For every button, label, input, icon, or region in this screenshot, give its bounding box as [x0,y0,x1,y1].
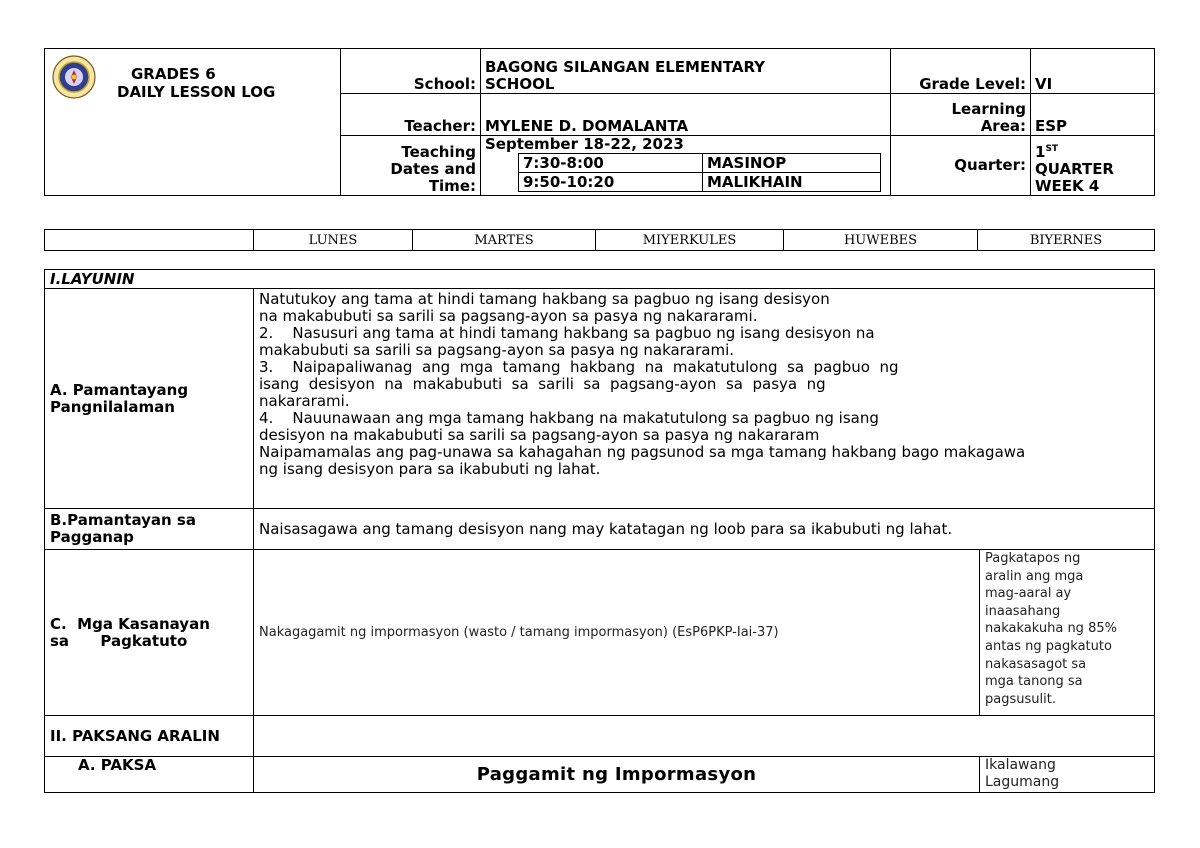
day-header-martes: MARTES [413,230,596,251]
side-note-line: nakakakuha ng 85% [985,621,1117,637]
schedule-time: 9:50-10:20 [519,173,703,192]
side-note-line: aralin ang mga [985,568,1084,584]
day-header-huwebes: HUWEBES [784,230,978,251]
week-value: WEEK 4 [1035,177,1100,195]
days-table [44,229,1155,251]
learning-area-label [891,94,1031,136]
quarter-ordinal: ST [1045,144,1059,154]
schedule-table [518,153,881,192]
objective-line: Natutukoy ang tama at hindi tamang hakbang sa pagbuo ng isang desisyon [259,290,830,308]
day-header-miyerkules: MIYERKULES [596,230,784,251]
dates-label-3: Time: [428,177,476,195]
objective-line: 3. Naipapaliwanag ang mga tamang hakbang na makatutulong sa pagbuo ng [259,358,899,376]
teacher-label: Teacher: [341,94,481,136]
schedule-section: MASINOP [703,154,881,173]
day-header-biyernes: BIYERNES [978,230,1155,251]
objective-line: 4. Nauunawaan ang mga tamang hakbang na makatutulong sa pagbuo ng isang [259,409,879,427]
objective-line: 2. Nasusuri ang tama at hindi tamang hakbang sa pagbuo ng isang desisyon na [259,324,875,342]
mga-kasanayan-label [45,550,254,716]
dates-label [341,136,481,196]
learning-area-value: ESP [1031,94,1155,136]
kasanayan-side-note [980,550,1155,716]
objective-line: desisyon na makabubuti sa sarili sa pagsang-ayon sa pasya ng nakararam [259,426,820,444]
side-note-line: antas ng pagkatuto [985,638,1112,654]
quarter-word: QUARTER [1035,160,1114,178]
side-note-line: inaasahang [985,603,1061,619]
objective-line: makabubuti sa sarili sa pagsang-ayon sa pasya ng nakararami. [259,341,735,359]
paksa-title: Paggamit ng Impormasyon [254,757,980,793]
lesson-table [44,269,1155,793]
side-note-line: Pagkatapos ng [985,551,1081,566]
side-note-line: pagsusulit. [985,691,1056,707]
dates-label-1: Teaching [401,143,476,161]
pamantayan-sa-pagganap-label: B.Pamantayan sa Pagganap [45,509,254,550]
objective-line: isang desisyon na makabubuti sa sarili sa pagsang-ayon sa pasya ng [259,375,826,393]
objective-line: Naipamamalas ang pag-unawa sa kahagahan ng pagsunod sa mga tamang hakbang bago makagawa [259,443,1026,461]
paksa-side-line-1: Ikalawang [985,757,1056,773]
side-note-line: mag-aaral ay [985,586,1072,602]
schedule-row [519,154,881,173]
schedule-time: 7:30-8:00 [519,154,703,173]
pamantayang-pangnilalaman-label: A. Pamantayang Pangnilalaman [45,289,254,509]
quarter-label: Quarter: [891,136,1031,196]
header-title [117,65,275,101]
title-line-1: GRADES 6 [131,65,216,83]
side-note-line: nakasasagot sa [985,656,1087,672]
days-blank-cell [45,230,254,251]
paksang-aralin-label: II. PAKSANG ARALIN [45,716,254,757]
section-layunin: I.LAYUNIN [45,270,1155,289]
side-note-line: mga tanong sa [985,674,1083,690]
learning-area-label-1: Learning [951,100,1026,118]
header-logo-cell [45,49,341,196]
header-table [44,48,1155,196]
title-line-2: DAILY LESSON LOG [117,83,276,101]
schedule-section: MALIKHAIN [703,173,881,192]
teacher-value: MYLENE D. DOMALANTA [481,94,891,136]
paksang-aralin-content [254,716,1155,757]
school-value [481,49,891,94]
pamantayan-sa-pagganap-content: Naisasagawa ang tamang desisyon nang may katatagan ng loob para sa ikabubuti ng lahat. [254,509,1155,550]
mga-kasanayan-content: Nakagagamit ng impormasyon (wasto / tamang impormasyon) (EsP6PKP-Iai-37) [254,550,980,716]
grade-level-value: VI [1031,49,1155,94]
school-line-2: SCHOOL [485,75,555,93]
dates-value [481,136,891,196]
objective-line: nakararami. [259,392,350,410]
schedule-row [519,173,881,192]
school-label: School: [341,49,481,94]
kasanayan-label-2: sa Pagkatuto [50,631,188,650]
day-header-lunes: LUNES [254,230,413,251]
grade-level-label: Grade Level: [891,49,1031,94]
pamantayang-pangnilalaman-content [254,289,1155,509]
dates-text: September 18-22, 2023 [485,135,684,153]
dates-label-2: Dates and [390,160,476,178]
deped-seal-icon [52,55,96,99]
objective-line: ng isang desisyon para sa ikabubuti ng lahat. [259,460,601,478]
kasanayan-label-1: C. Mga Kasanayan [50,614,210,633]
quarter-number: 1 [1035,143,1046,161]
school-line-1: BAGONG SILANGAN ELEMENTARY [485,58,766,76]
paksa-side-line-2: Lagumang [985,774,1060,790]
quarter-value [1031,136,1155,196]
objective-line: na makabubuti sa sarili sa pagsang-ayon sa pasya ng nakararami. [259,307,758,325]
learning-area-label-2: Area: [980,117,1026,135]
paksa-side-note [980,757,1155,793]
paksa-label: A. PAKSA [45,757,254,793]
